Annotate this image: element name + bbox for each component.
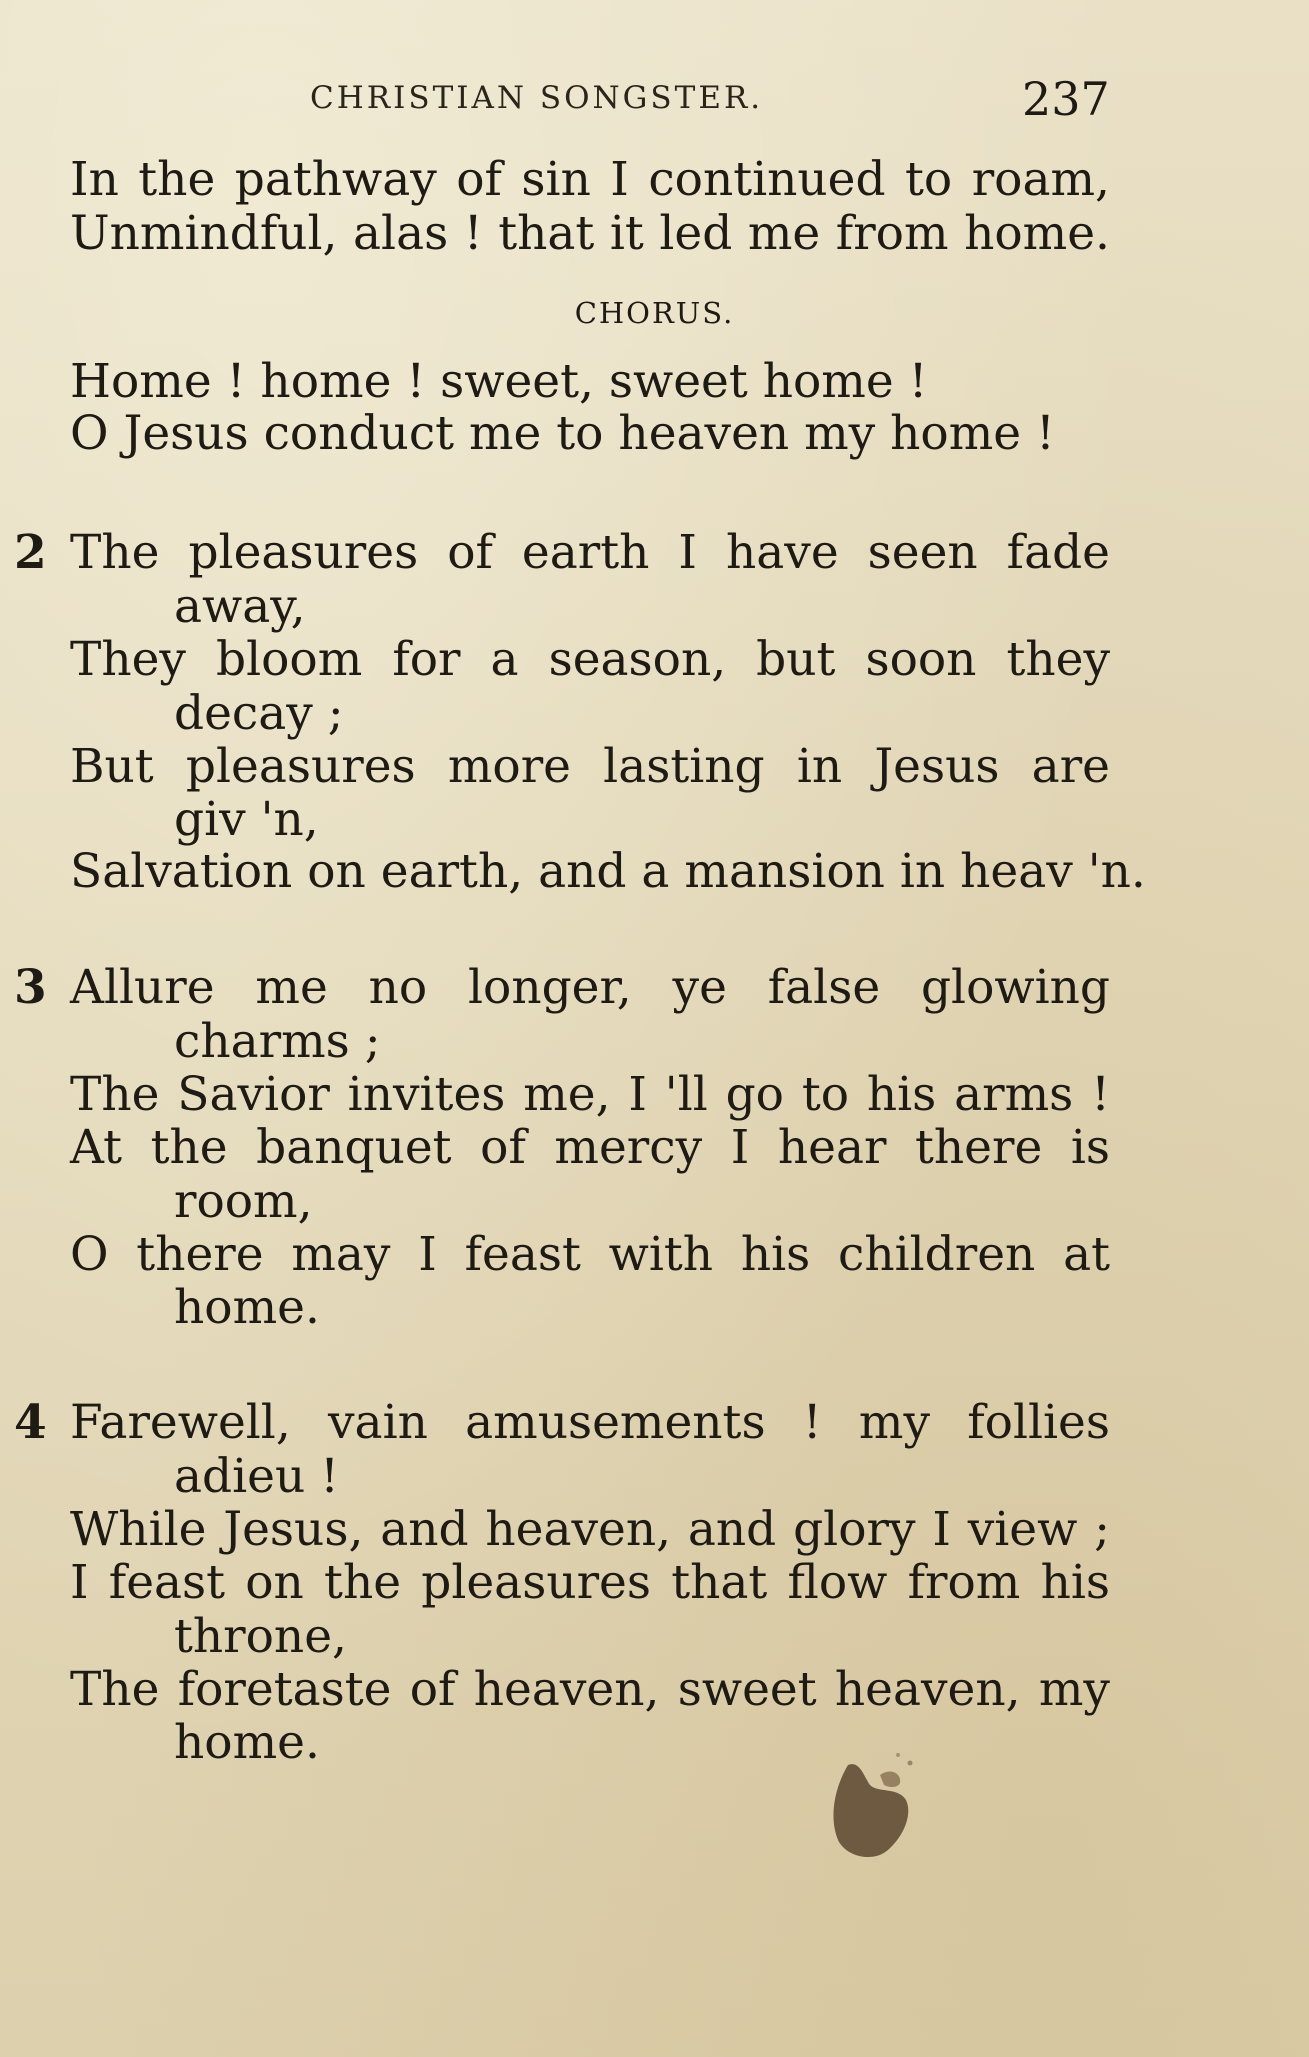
verse3-line-7: home. <box>174 1280 320 1335</box>
verse3-line-3: The Savior invites me, I 'll go to his arms ! <box>70 1067 1110 1122</box>
chorus-label: CHORUS. <box>574 296 735 330</box>
verse4-line-7: home. <box>174 1715 320 1770</box>
verse2-line-1: The pleasures of earth I have seen fade <box>70 525 1110 580</box>
verse3-line-4: At the banquet of mercy I hear there is <box>70 1120 1110 1175</box>
chorus-line-1: Home ! home ! sweet, sweet home ! <box>70 354 928 409</box>
verse4-line-4: I feast on the pleasures that flow from his <box>70 1555 1110 1610</box>
verse4-line-3: While Jesus, and heaven, and glory I view ; <box>70 1502 1110 1557</box>
verse-number: 3 <box>14 960 47 1015</box>
verse3-line-6: O there may I feast with his children at <box>70 1227 1110 1282</box>
verse4-line-6: The foretaste of heaven, sweet heaven, my <box>70 1662 1110 1717</box>
verse2-line-5: But pleasures more lasting in Jesus are <box>70 739 1110 794</box>
page-header <box>0 72 1309 128</box>
ink-stain-icon <box>818 1745 928 1865</box>
verse2-line-2: away, <box>174 579 306 634</box>
chorus-line-2: O Jesus conduct me to heaven my home ! <box>70 406 1055 461</box>
verse2-line-4: decay ; <box>174 686 344 741</box>
verse2-line-6: giv 'n, <box>174 792 319 847</box>
verse-number: 2 <box>14 525 47 580</box>
verse2-line-3: They bloom for a season, but soon they <box>70 632 1110 687</box>
stanza1-line-1: In the pathway of sin I continued to roam, <box>70 152 1110 207</box>
verse4-line-1: Farewell, vain amusements ! my follies <box>70 1395 1110 1450</box>
running-title: CHRISTIAN SONGSTER. <box>310 80 764 116</box>
page-number: 237 <box>1022 72 1110 126</box>
verse3-line-1: Allure me no longer, ye false glowing <box>70 960 1110 1015</box>
verse4-line-2: adieu ! <box>174 1449 340 1504</box>
verse-number: 4 <box>14 1395 47 1450</box>
verse3-line-5: room, <box>174 1174 313 1229</box>
verse3-line-2: charms ; <box>174 1014 381 1069</box>
verse4-line-5: throne, <box>174 1609 347 1664</box>
stanza1-line-2: Unmindful, alas ! that it led me from home. <box>70 206 1110 261</box>
verse2-line-7: Salvation on earth, and a mansion in heav 'n. <box>70 844 1146 899</box>
